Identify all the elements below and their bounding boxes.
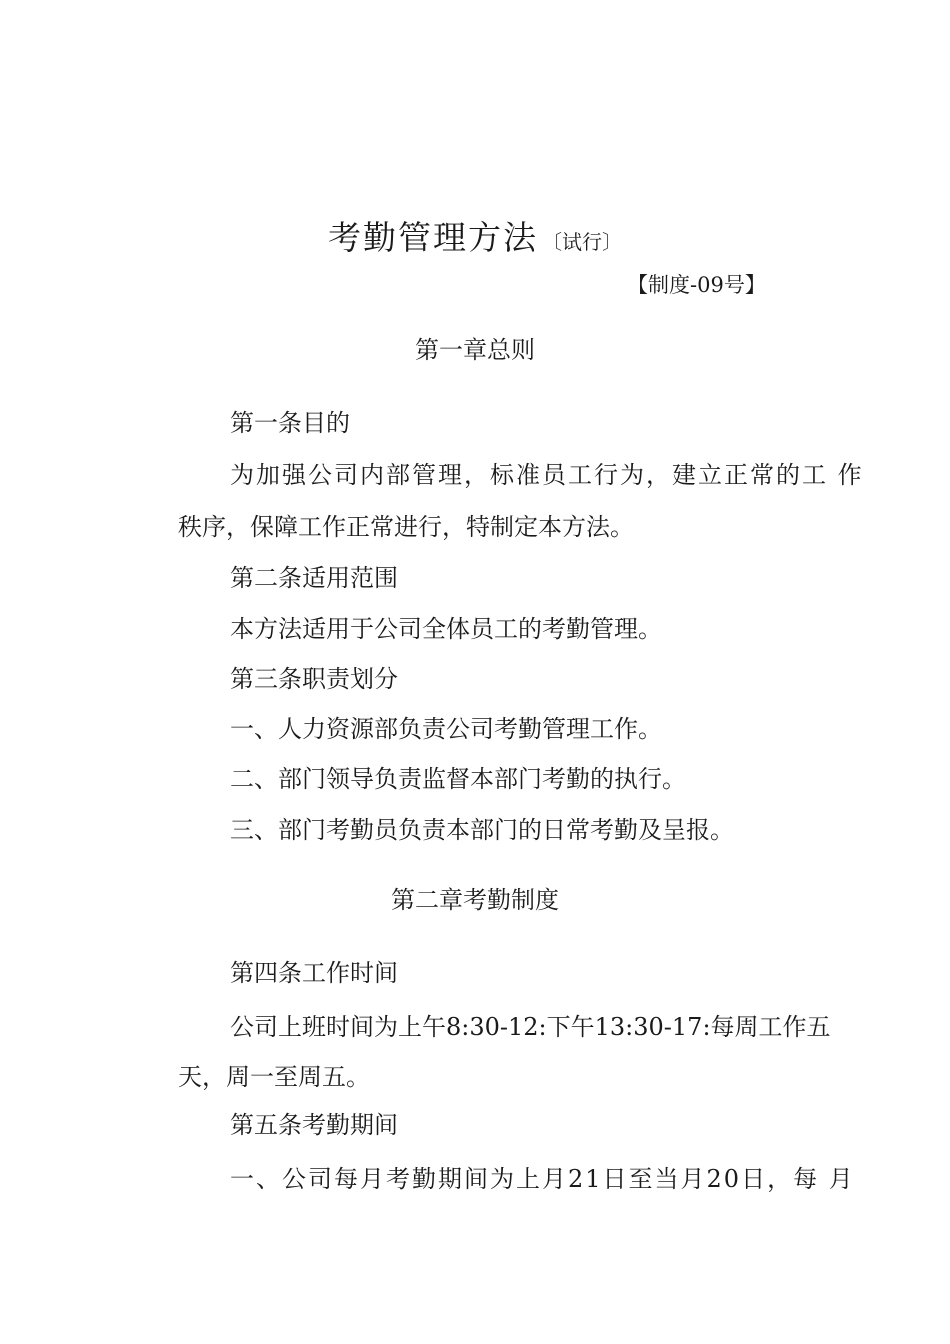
article-3-heading: 第三条职责划分: [230, 665, 398, 693]
chapter-1-heading: 第一章总则: [415, 336, 535, 364]
article-1-heading: 第一条目的: [230, 409, 350, 437]
article-4-text-line-2: 天，周一至周五。: [178, 1063, 370, 1091]
article-5-heading: 第五条考勤期间: [230, 1111, 398, 1139]
article-4-heading: 第四条工作时间: [230, 959, 398, 987]
article-5-item-1: 一、公司每月考勤期间为上月21日至当月20日，每 月: [230, 1165, 855, 1193]
title-main: 考勤管理方法: [328, 218, 538, 257]
article-1-text-line-2: 秩序，保障工作正常进行，特制定本方法。: [178, 513, 634, 541]
title-subtitle: 〔试行〕: [542, 230, 622, 254]
document-number: 【制度-09号】: [627, 273, 766, 297]
article-2-heading: 第二条适用范围: [230, 564, 398, 592]
article-4-text-line-1: 公司上班时间为上午8:30-12:下午13:30-17:每周工作五: [230, 1013, 831, 1041]
article-3-item-3: 三、部门考勤员负责本部门的日常考勤及呈报。: [230, 816, 734, 844]
article-3-item-2: 二、部门领导负责监督本部门考勤的执行。: [230, 765, 686, 793]
article-1-text-line-1: 为加强公司内部管理，标准员工行为，建立正常的工 作: [230, 461, 864, 489]
article-2-text: 本方法适用于公司全体员工的考勤管理。: [230, 615, 662, 643]
article-3-item-1: 一、人力资源部负责公司考勤管理工作。: [230, 715, 662, 743]
document-title: [0, 212, 950, 259]
chapter-2-heading: 第二章考勤制度: [391, 886, 559, 914]
